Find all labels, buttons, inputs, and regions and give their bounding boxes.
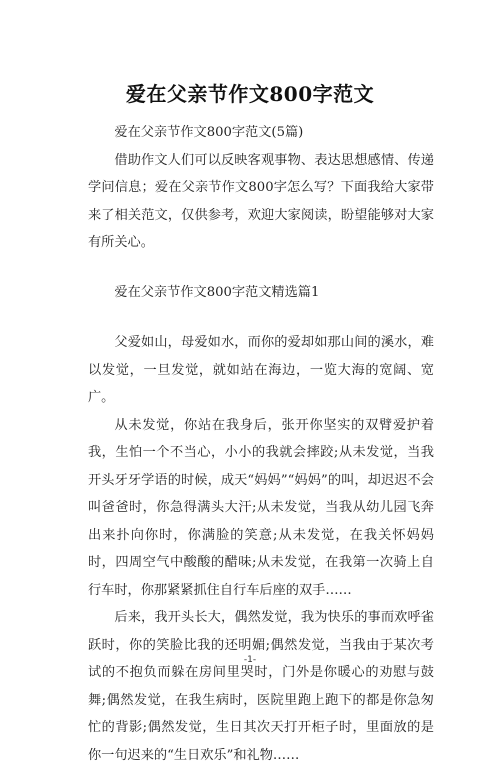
body-paragraph-3: 后来，我开头长大，偶然发觉，我为快乐的事而欢呼雀跃时，你的笑脸比我的还明媚;偶然发觉，当我由于某次考试的不抱负而躲在房间里哭时，门外是你暖心的劝慰与鼓舞;偶然发觉，在我生病时，医院里跑上跑下的都是你急匆忙的背影;偶然发觉，生日其次天打开柜子时，里面放的是你一句迟来的“生日欢乐”和礼物……	[88, 610, 434, 763]
body-paragraph-2: 从未发觉，你站在我身后，张开你坚实的双臂爱护着我，生怕一个不当心，小小的我就会摔跤;从未发觉，当我开头牙牙学语的时候，成天“妈妈”“妈妈”的叫，却迟迟不会叫爸爸时，你急得满头大汗;从未发觉，当我从幼儿园飞奔出来扑向你时，你满脸的笑意;从未发觉，在我关怀妈妈时，四周空气中酸酸的醋味;从未发觉，在我第一次骑上自行车时，你那紧紧抓住自行车后座的双手……	[88, 417, 434, 598]
section-heading: 爱在父亲节作文800字范文精选篇1	[114, 284, 320, 300]
intro-paragraph: 借助作文人们可以反映客观事物、表达思想感情、传递学问信息；爱在父亲节作文800字怎么写？下面我给大家带来了相关范文，仅供参考，欢迎大家阅读，盼望能够对大家有所关心。	[88, 152, 434, 250]
document-title: 爱在父亲节作文800字范文	[125, 82, 375, 106]
page-number: -1-	[243, 655, 257, 665]
body-paragraph-1: 父爱如山，母爱如水，而你的爱却如那山间的溪水，难以发觉，一旦发觉，就如站在海边，一览大海的宽阔、宽广。	[88, 335, 434, 405]
document-subtitle: 爱在父亲节作文800字范文(5篇)	[114, 125, 304, 140]
document-body	[88, 119, 434, 769]
